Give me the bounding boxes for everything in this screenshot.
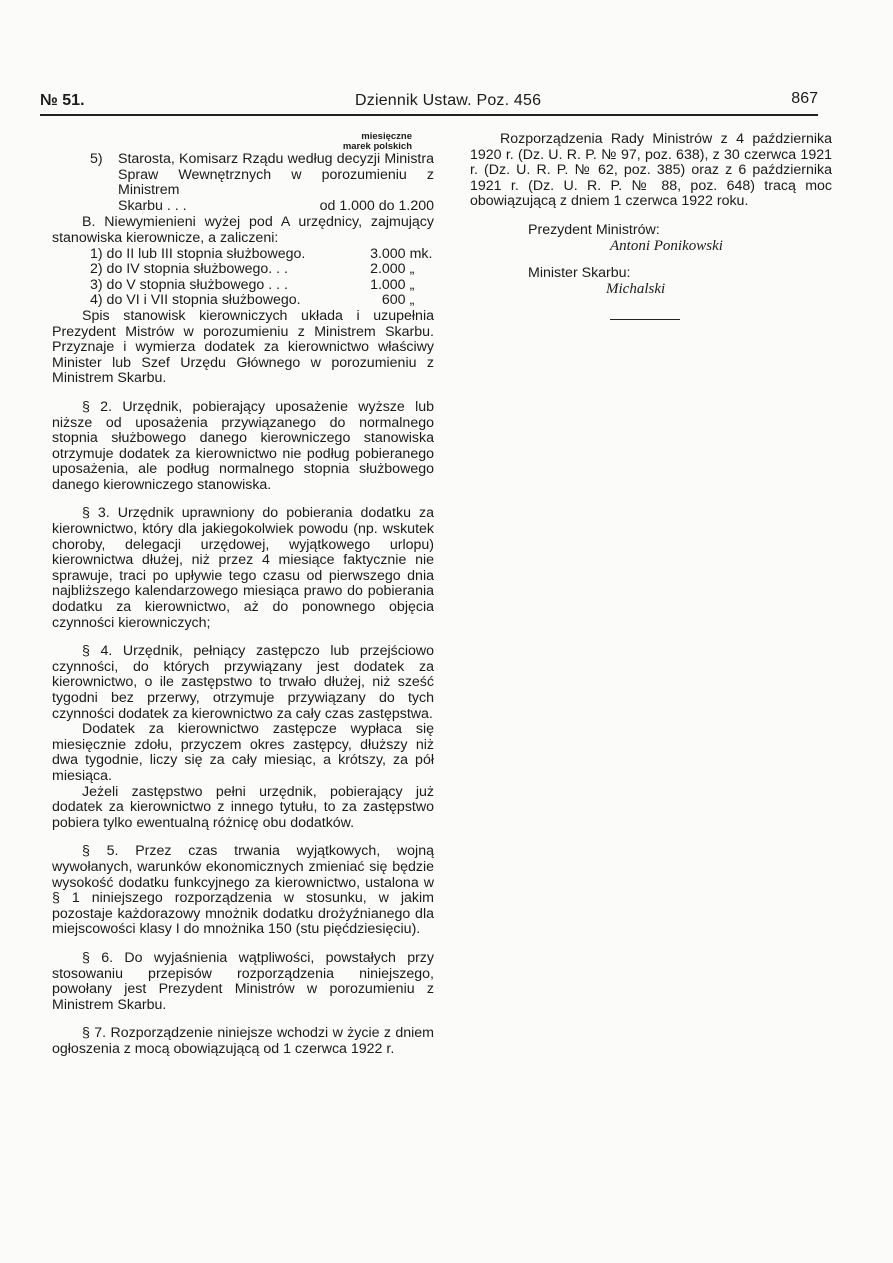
item-5-text: Starosta, Komisarz Rządu według decyzji Ministra Spraw Wewnętrznych w porozumieniu z Ministrem [118, 151, 434, 199]
section-7: § 7. Rozporządzenie niniejsze wchodzi w życie z dniem ogłoszenia z mocą obowiązującą od 1 czerwca 1922 r. [52, 1025, 434, 1057]
list-item-value: 600 [381, 292, 406, 309]
signature-1-title: Prezydent Ministrów: [528, 221, 660, 238]
item-5 [90, 152, 434, 214]
list-item [90, 247, 434, 263]
end-rule [610, 319, 680, 320]
section-5: § 5. Przez czas trwania wyjątkowych, wojną wywołanych, warunków ekonomicznych zmieniać się będzie wysokość dodatku funkcyjnego za kierownictwo, ustalona w § 1 niniejszego rozporządzenia w stosunku, w jakim pozostaje każdorazowy mnożnik dodatku drożyźnianego dla miejscowości klasy I do mnożnika 150 (stu pięćdziesięciu). [52, 843, 434, 938]
page-header [40, 90, 818, 116]
list-item-unit: „ [409, 292, 415, 309]
signatures [470, 223, 832, 320]
spis-paragraph: Spis stanowisk kierowniczych układa i uzupełnia Prezydent Mistrów w porozumieniu z Ministrem Skarbu. Przyznaje i wymierza dodatek za kierownictwo właściwy Minister lub Szef Urzędu Głównego w porozumieniu z Ministrem Skarbu. [52, 307, 434, 387]
right-column [470, 132, 832, 320]
section-3: § 3. Urzędnik uprawniony do pobierania dodatku za kierownictwo, który dla jakiegokolwiek powodu (np. wskutek choroby, delegacji urzędowej, wyjątkowego urlopu) kierownictwa dłużej, niż przez 4 miesiące faktycznie nie sprawuje, traci po upływie tego czasu od pierwszego dnia najbliższego kalendarzowego miesiąca prawo do pobierania dodatku za kierownictwo, aż do ponownego objęcia czynności kierowniczych; [52, 505, 434, 631]
list-item-value: 1.000 [370, 276, 406, 293]
header-rule [40, 114, 818, 116]
item-5-number: 5) [90, 151, 103, 167]
left-column [52, 132, 434, 1057]
list-item-unit: mk. [409, 245, 433, 262]
item-5-end: Skarbu . . . [118, 197, 187, 214]
section-6: § 6. Do wyjaśnienia wątpliwości, powstałych przy stosowaniu przepisów rozporządzenia niniejszego, powołany jest Prezydent Ministrów w porozumieniu z Ministrem Skarbu. [52, 949, 434, 1013]
section-4-para-2: Dodatek za kierownictwo zastępcze wypłaca się miesięcznie zdołu, przyczem okres zastępcy, dłuższy niż dwa tygodnie, liczy się za cały miesiąc, a krótszy, za pół miesiąca. [52, 721, 434, 784]
list-item-unit: „ [409, 276, 415, 293]
list-item-value: 2.000 [370, 261, 406, 278]
column-label [52, 132, 434, 151]
section-2: § 2. Urzędnik, pobierający uposażenie wyższe lub niższe od uposażenia przywiązanego do normalnego stopnia służbowego danego kierowniczego stanowiska otrzymuje dodatek za kierownictwo nie podług pobieranego uposażenia, ale podług normalnego stopnia służbowego danego kierowniczego stanowiska. [52, 398, 434, 493]
section-4: § 4. Urzędnik, pełniący zastępczo lub przejściowo czynności, do których przywiązany jest dodatek za kierownictwo, o ile zastępstwo to trwało dłużej, niż sześć tygodni bez przerwy, otrzymuje przywiązany do tych czynności dodatek za kierownictwo za cały czas zastępstwa. [52, 643, 434, 722]
signature-2-title: Minister Skarbu: [528, 265, 631, 282]
journal-title: Dziennik Ustaw. Poz. 456 [355, 92, 542, 109]
paragraph-b: B. Niewymienieni wyżej pod A urzędnicy, zajmujący stanowiska kierownicze, a zaliczeni: [52, 214, 434, 246]
list-item-name: 2) do IV stopnia służbowego. . . [90, 261, 288, 278]
signature-1-name: Antoni Ponikowski [610, 237, 723, 254]
list-item-unit: „ [409, 261, 415, 278]
section-4-para-3: Jeżeli zastępstwo pełni urzędnik, pobierający już dodatek za kierownictwo z innego tytułu, to za zastępstwo pobiera tylko ewentualną różnicę obu dodatków. [52, 783, 434, 831]
list-item [90, 262, 434, 278]
grade-list [90, 247, 434, 309]
list-item [90, 278, 434, 294]
list-item-name: 1) do II lub III stopnia służbowego. [90, 245, 306, 262]
item-5-amount: od 1.000 do 1.200 [319, 197, 434, 214]
list-item-name: 4) do VI i VII stopnia służbowego. [90, 292, 301, 309]
list-item-value: 3.000 [370, 245, 406, 262]
repeal-paragraph: Rozporządzenia Rady Ministrów z 4 października 1920 r. (Dz. U. R. P. № 97, poz. 638), z 30 czerwca 1921 r. (Dz. U. R. P. № 62, poz. 385) oraz z 6 października 1921 r. (Dz. U. R. P. № 88, poz. 648) tracą moc obowiązującą z dniem 1 czerwca 1922 roku. [470, 131, 832, 210]
column-label-line-2: marek polskich [342, 140, 412, 152]
page-number: 867 [791, 90, 818, 107]
signature-2-name: Michalski [606, 280, 666, 297]
issue-number: № 51. [40, 92, 85, 109]
list-item-name: 3) do V stopnia służbowego . . . [90, 276, 288, 293]
column-label-line-1: miesięczne [361, 131, 412, 142]
list-item [90, 293, 434, 309]
